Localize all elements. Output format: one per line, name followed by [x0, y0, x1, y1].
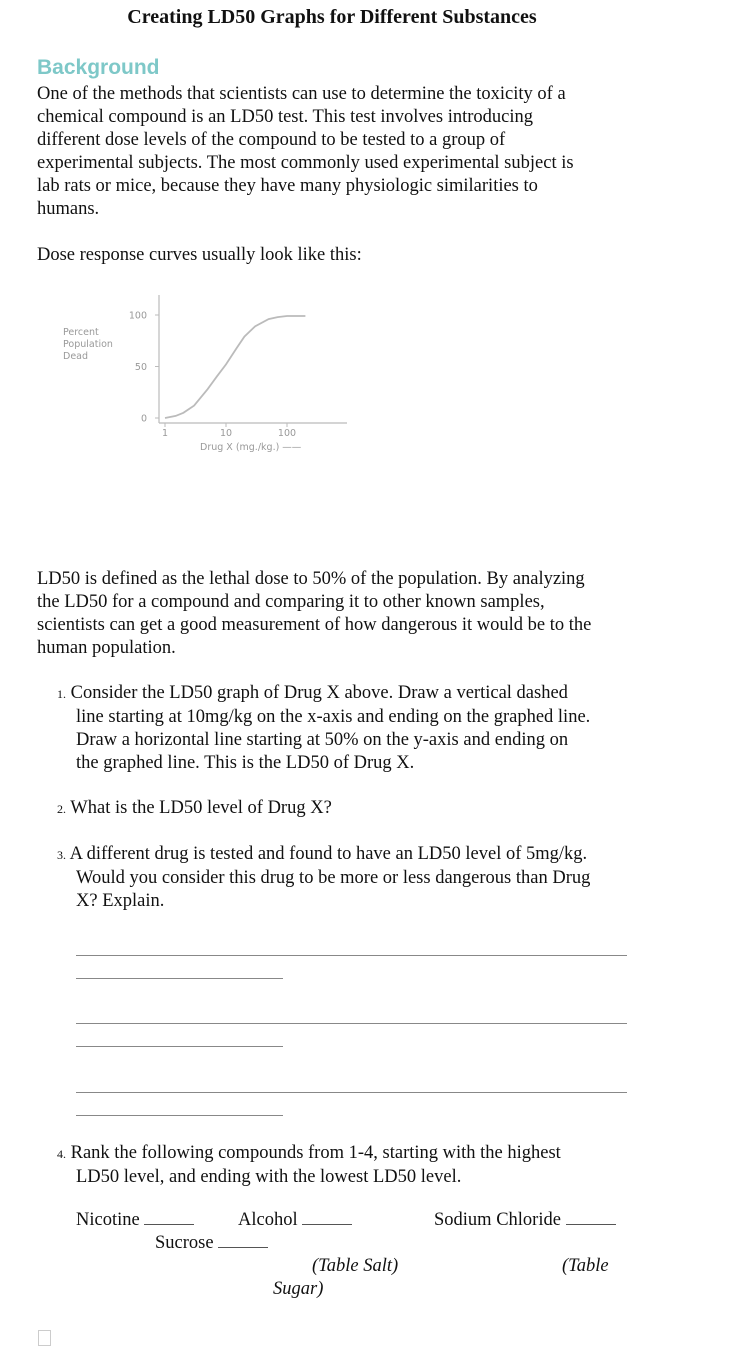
table-sugar-note-cont: Sugar) — [273, 1279, 324, 1299]
text-line: Would you consider this drug to be more or less dangerous than Drug — [76, 868, 591, 888]
text-line: experimental subjects. The most commonly used experimental subject is — [37, 153, 574, 173]
rank-sucrose — [155, 1233, 268, 1254]
text-line: humans. — [37, 199, 100, 219]
rank-blank[interactable] — [218, 1246, 268, 1248]
text-line: Draw a horizontal line starting at 50% on the y-axis and ending on — [76, 730, 569, 750]
page-title: Creating LD50 Graphs for Different Substances — [127, 6, 537, 28]
text-line: X? Explain. — [76, 891, 165, 911]
question-number: 4. — [57, 1147, 66, 1161]
question-number: 3. — [57, 848, 66, 862]
answer-line[interactable] — [76, 1046, 283, 1047]
x-tick-label: 1 — [161, 428, 169, 439]
question-4 — [57, 1142, 561, 1189]
text-line: line starting at 10mg/kg on the x-axis and ending on the graphed line. — [76, 707, 591, 727]
text-line: human population. — [37, 638, 176, 658]
question-2 — [57, 797, 332, 821]
compound-label: Sodium Chloride — [434, 1210, 561, 1230]
background-heading: Background — [37, 56, 160, 79]
x-tick-label: 10 — [219, 428, 233, 439]
compound-label: Alcohol — [238, 1210, 298, 1230]
y-axis-label-line: Dead — [63, 351, 89, 362]
rank-blank[interactable] — [302, 1223, 352, 1225]
question-3 — [57, 843, 590, 913]
question-1 — [57, 682, 590, 775]
y-tick-label: 50 — [134, 362, 147, 373]
dose-intro: Dose response curves usually look like this: — [37, 245, 362, 265]
y-tick-label: 0 — [140, 413, 147, 425]
question-number: 2. — [57, 802, 66, 816]
rank-blank[interactable] — [144, 1223, 194, 1225]
x-axis-label: Drug X (mg./kg.) —— — [200, 442, 302, 453]
text-line: lab rats or mice, because they have many physiologic similarities to — [37, 176, 538, 196]
answer-line[interactable] — [76, 955, 627, 956]
rank-nicotine — [76, 1210, 194, 1231]
text-line: A different drug is tested and found to have an LD50 level of 5mg/kg. — [69, 844, 588, 864]
compound-label: Nicotine — [76, 1210, 140, 1230]
text-line: different dose levels of the compound to be tested to a group of — [37, 130, 506, 150]
text-line: One of the methods that scientists can use to determine the toxicity of a — [37, 84, 566, 104]
text-line: the LD50 for a compound and comparing it to other known samples, — [37, 592, 545, 612]
text-line: chemical compound is an LD50 test. This test involves introducing — [37, 107, 533, 127]
text-line: LD50 is defined as the lethal dose to 50% of the population. By analyzing — [37, 569, 585, 589]
question-number: 1. — [57, 687, 66, 701]
ld50-paragraph — [37, 568, 591, 660]
text-line: What is the LD50 level of Drug X? — [70, 798, 332, 818]
checkbox[interactable] — [38, 1330, 51, 1346]
answer-line[interactable] — [76, 1092, 627, 1093]
table-sugar-note: (Table — [562, 1256, 609, 1276]
dose-response-curve — [165, 316, 305, 418]
background-paragraph — [37, 83, 574, 221]
text-line: Rank the following compounds from 1-4, starting with the highest — [70, 1143, 561, 1163]
text-line: Consider the LD50 graph of Drug X above. Draw a vertical dashed — [70, 683, 568, 703]
text-line: scientists can get a good measurement of how dangerous it would be to the — [37, 615, 592, 635]
y-axis-label-line: Percent — [63, 327, 99, 338]
answer-line[interactable] — [76, 1115, 283, 1116]
y-tick-label: 100 — [128, 310, 147, 322]
x-tick-label: 100 — [277, 428, 297, 439]
compound-label: Sucrose — [155, 1233, 214, 1253]
y-axis-label — [63, 327, 113, 362]
answer-line[interactable] — [76, 978, 283, 979]
text-line: LD50 level, and ending with the lowest LD50 level. — [76, 1167, 462, 1187]
y-axis-label-line: Population — [63, 339, 113, 350]
text-line: the graphed line. This is the LD50 of Drug X. — [76, 753, 415, 773]
dose-response-chart — [55, 290, 355, 465]
rank-sodium-chloride — [434, 1210, 616, 1231]
rank-alcohol — [238, 1210, 352, 1231]
answer-line[interactable] — [76, 1023, 627, 1024]
table-salt-note: (Table Salt) — [312, 1256, 399, 1276]
rank-blank[interactable] — [566, 1223, 616, 1225]
